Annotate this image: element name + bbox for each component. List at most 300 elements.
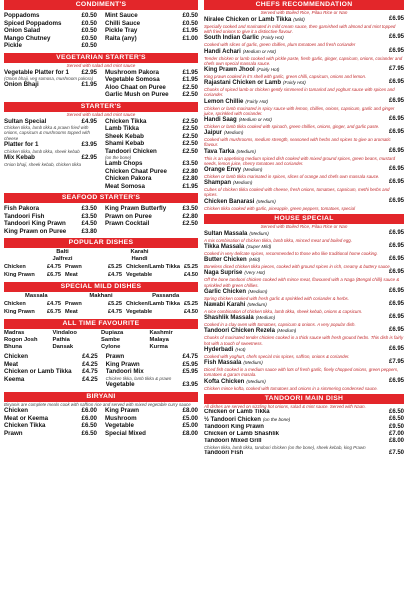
- item-name: King Prawn: [4, 308, 35, 315]
- item-price: £4.75: [82, 368, 98, 376]
- item-name: Mint Sauce: [105, 12, 138, 19]
- item-title: [204, 198, 378, 206]
- item-row: [204, 116, 404, 124]
- dish-name: Handi: [131, 256, 148, 263]
- item-name: Butter Chicken: [204, 257, 247, 264]
- item-name: Meat: [65, 271, 78, 278]
- item-price: £6.95: [388, 179, 404, 186]
- item-price: £5.00: [182, 414, 198, 422]
- item-title: [204, 424, 378, 431]
- item-name: Vegetable: [105, 422, 134, 430]
- item-name: Chicken Chaat Puree: [105, 167, 167, 175]
- item-tag: (Medium): [255, 315, 276, 321]
- dish-name: Pathia: [52, 337, 70, 344]
- item-title: [204, 79, 378, 87]
- item-price: £4.95: [81, 117, 97, 125]
- menu-item: [4, 12, 97, 20]
- item-name: Vegetable: [105, 381, 135, 389]
- price-cell: [126, 272, 198, 280]
- popular-header: POPULAR DISHES: [4, 238, 198, 248]
- item-row: [204, 431, 404, 438]
- menu-item: [204, 301, 404, 314]
- item-tag: (Medium): [249, 230, 269, 236]
- price-cell: [65, 301, 122, 309]
- item-name: Tava Tarka: [204, 148, 235, 155]
- item-title: [204, 269, 378, 277]
- item-price: £6.00: [81, 414, 97, 422]
- item-price: £5.25: [108, 264, 122, 271]
- item-tag: (Very Hot): [244, 270, 266, 276]
- item-name: Chicken Pakora: [105, 175, 152, 183]
- item-price: £0.50: [81, 34, 97, 42]
- dish-name: Madras: [4, 330, 25, 337]
- item-name: Lamb Tikka: [105, 125, 139, 132]
- item-title: [204, 450, 378, 457]
- seafood-header: SEAFOOD STARTER'S: [4, 193, 198, 203]
- item-price: £6.95: [388, 345, 404, 352]
- item-price: £6.95: [388, 287, 404, 294]
- starters-header: STARTER'S: [4, 102, 198, 112]
- menu-item: [204, 438, 404, 450]
- item-tag: (Fairly Hot): [256, 67, 280, 73]
- item-name: Chicken/Lamb Tikka: [126, 301, 180, 308]
- item-name: Meat: [4, 360, 19, 368]
- item-note: Boneless diced chicken tikka pieces, cooked with ground spices in rich, creamy & buttery sauce.: [204, 264, 391, 270]
- item-price: £4.25: [82, 360, 98, 368]
- item-price: £2.50: [182, 91, 198, 98]
- item-name: Vegetable Somosa: [105, 76, 160, 83]
- price-cell: [126, 301, 198, 309]
- item-name: King Prawn on Puree: [4, 227, 67, 235]
- item-price: £1.95: [182, 68, 198, 76]
- item-name: Handi Saag: [204, 117, 237, 124]
- menu-item: [204, 48, 404, 66]
- menu-item: [4, 376, 98, 384]
- item-note: Cooked in very delicate spices, recommended to those who like traditional home cooking.: [204, 251, 378, 257]
- item-name: Onion Salad: [4, 27, 41, 34]
- item-name: Special Mixed: [105, 429, 146, 437]
- item-price: £6.50: [81, 422, 97, 430]
- dish-name: Vindaloo: [52, 330, 77, 337]
- price-cell: [126, 264, 198, 272]
- item-price: £6.95: [388, 229, 404, 236]
- menu-item: [105, 422, 198, 430]
- menu-item: [105, 91, 198, 99]
- item-price: £2.80: [182, 212, 198, 220]
- item-note: Chicken or lamb marinated in spicy sauce with lemon, chillies, onions, capsicum, garlic and ginger juice, sprinkled with coriander.: [204, 105, 395, 116]
- item-name: Prawn: [4, 429, 23, 437]
- menu-item: [105, 118, 198, 126]
- item-note: Cubes of chicken tikka cooked with cheese, fresh onions, tomatoes, capsicum, methi herbs and spices.: [204, 187, 390, 198]
- price-cell: [4, 272, 61, 280]
- item-row: [204, 409, 404, 416]
- menu-item: [105, 76, 198, 84]
- item-row: [204, 450, 404, 457]
- item-tag: (Medium): [243, 360, 263, 366]
- tandoori-header: TANDOORI MAIN DISH: [204, 394, 404, 404]
- item-price: £6.50: [81, 429, 97, 437]
- item-price: £2.95: [81, 68, 97, 76]
- item-price: £0.50: [182, 19, 198, 27]
- item-row: [204, 416, 404, 424]
- item-price: £2.50: [182, 117, 198, 125]
- item-row: [204, 166, 404, 174]
- item-name: Nawabi Karahi: [204, 302, 246, 309]
- item-row: [204, 98, 404, 106]
- menu-item: [204, 66, 404, 79]
- menu-item: [204, 359, 404, 377]
- item-price: £4.75: [47, 301, 61, 308]
- chefs-list: [204, 16, 404, 211]
- item-name: Chicken Banarasi: [204, 198, 255, 205]
- item-name: Vegetable: [126, 271, 153, 278]
- item-note: Chicken or lamb tikka cooked with spinach, green chillies, onions, ginger, and garlic paste.: [204, 124, 380, 130]
- item-name: Chicken: [4, 407, 29, 415]
- menu-item: [4, 20, 97, 28]
- item-title: [204, 431, 378, 438]
- item-note: Cooked with mushrooms, medium strength, seasoned with herbs and spices to give an aromatic flavour.: [204, 137, 391, 148]
- item-name: King Prawn Butterfly: [105, 205, 167, 213]
- veg-starters-list: [4, 69, 198, 99]
- menu-item: [204, 288, 404, 301]
- house-subtitle: Served with Boiled Rice, Pilau Rice or Nan: [260, 223, 348, 229]
- item-note: Chunks of marinated tender chicken cooked in a thick sauce with fresh ground herbs. This dish is fairly hot with a touch of sweetness.: [204, 335, 404, 346]
- chefs-subtitle: Served with Boiled Rice, Pilau Rice or Nan: [260, 10, 348, 15]
- menu-item: [4, 141, 97, 149]
- item-title: [204, 230, 378, 238]
- menu-item: [105, 35, 198, 43]
- item-name: Sheek Kebab: [105, 132, 144, 140]
- biryani-list: [4, 407, 198, 437]
- item-row: [204, 346, 404, 354]
- menu-item: [105, 140, 198, 148]
- price-cell: [4, 301, 61, 309]
- item-tag: (Medium): [246, 378, 266, 384]
- item-row: [204, 269, 404, 277]
- item-title: [204, 416, 378, 424]
- item-name: Handi Achari: [204, 48, 241, 55]
- item-name: Kofta Chicken: [204, 378, 245, 385]
- item-price: £2.50: [182, 132, 198, 140]
- item-note: Off the bone tandoori chicken cooked with mince meat, flavoured with a Naga (Bengal chilli) sauce & sprinkled with green chillies.: [204, 277, 400, 288]
- menu-item: [204, 34, 404, 47]
- item-price: £6.95: [388, 16, 404, 22]
- item-price: £2.50: [182, 83, 198, 91]
- item-price: £6.95: [388, 147, 404, 154]
- veg-starters-header: VEGETARIAN STARTER'S: [4, 53, 198, 63]
- menu-item: [4, 69, 97, 77]
- item-price: £6.95: [388, 116, 404, 123]
- item-title: [204, 288, 378, 296]
- item-name: Niralee Chicken or Lamb Tikka: [204, 17, 292, 23]
- item-name: Vegetable Platter for 1: [4, 68, 69, 76]
- item-name: Pickle: [4, 42, 22, 49]
- favourite-dishes: [4, 330, 198, 351]
- item-name: ½ Tandoori Chicken: [204, 416, 261, 423]
- item-name: Sultan Massala: [204, 230, 248, 237]
- item-row: [204, 424, 404, 431]
- item-name: Mushroom: [105, 414, 137, 422]
- menu-item: [204, 416, 404, 424]
- menu-item: [106, 381, 198, 389]
- menu-item: [204, 243, 404, 256]
- item-note: Chicken tikka, lamb tikka & prawn: [105, 375, 172, 381]
- item-tag: (Medium or Hot): [242, 48, 276, 54]
- chefs-header: CHEFS RECOMMENDATION: [204, 0, 404, 10]
- item-price: £6.95: [388, 166, 404, 173]
- house-list: [204, 230, 404, 391]
- item-name: Vegetable: [126, 308, 153, 315]
- tandoori-subtitle: All dishes are served on sizzling hot onions, salad & mint sauce. Served with Naan.: [204, 403, 366, 409]
- price-cell: [4, 309, 61, 317]
- item-price: £4.25: [82, 353, 98, 361]
- item-name: Shampan: [204, 180, 232, 187]
- item-name: Prawn on Puree: [105, 212, 152, 220]
- item-note: Chicken mince kofta, cooked with tomatoes and onions in a simmering condensed sauce.: [204, 385, 378, 391]
- item-name: Chicken/Lamb Tikka: [126, 264, 180, 271]
- item-note: Spring chicken cooked with fresh garlic & sprinkled with coriander & herbs.: [204, 295, 349, 301]
- item-tag: (on the bone): [262, 416, 291, 422]
- menu-item: [4, 213, 97, 221]
- menu-item: [105, 220, 198, 228]
- item-price: £8.00: [388, 437, 404, 444]
- menu-item: [105, 407, 198, 415]
- item-name: Tandoori Chicken Rezela: [204, 328, 275, 335]
- dish-name: Cylone: [101, 344, 121, 351]
- item-price: £4.25: [82, 375, 98, 383]
- item-price: £1.95: [182, 76, 198, 83]
- item-name: Chicken or Lamb Tikka: [204, 408, 270, 415]
- item-row: [204, 256, 404, 264]
- item-price: £4.75: [108, 271, 122, 278]
- menu-item: [204, 230, 404, 243]
- item-name: Fish Massala: [204, 360, 242, 367]
- item-note: Tender chicken or lamb cooked with pickle paste, fresh garlic, ginger, capsicum, onions, coriander and chefs own special massala sauce.: [204, 55, 403, 66]
- item-name: King Prawn: [4, 271, 35, 278]
- biryani-header: BIRYANI: [4, 392, 198, 402]
- item-price: £3.50: [81, 212, 97, 220]
- item-name: Poppadoms: [4, 12, 40, 19]
- condiments-header: CONDIMENT'S: [4, 0, 198, 10]
- item-note: Cooked with slices of garlic, green chillies, plum tomatoes and fresh coriander: [204, 42, 356, 48]
- dish-name: Makhani: [89, 293, 113, 300]
- item-note: (Onion bhaji, veg somosa, mushroom pakora): [4, 76, 94, 81]
- item-price: £4.50: [184, 308, 198, 315]
- item-name: King Prawn: [105, 407, 140, 415]
- menu-item: [105, 69, 198, 77]
- menu-item: [105, 20, 198, 28]
- item-name: Chicken: [4, 264, 26, 271]
- item-price: £6.75: [47, 271, 61, 278]
- condiments-list: [4, 12, 198, 50]
- menu-item: [105, 175, 198, 183]
- item-price: £6.95: [388, 314, 404, 321]
- dish-name: Rogon Josh: [4, 337, 38, 344]
- item-tag: (Medium): [233, 180, 253, 186]
- item-price: £3.80: [81, 227, 97, 235]
- item-name: Chicken or Lamb Tikka: [4, 368, 72, 376]
- menu-item: [4, 430, 97, 438]
- menu-item: [204, 424, 404, 431]
- item-name: Naga Suprise: [204, 270, 243, 277]
- menu-item: [105, 27, 198, 35]
- item-price: £5.25: [184, 264, 198, 271]
- item-title: [204, 16, 378, 24]
- item-row: [204, 438, 404, 445]
- item-note: Chicken tikka cooked with garlic, pineapple, green peppers, tomatoes, special: [204, 205, 356, 211]
- item-name: Garlic Chicken: [204, 288, 247, 295]
- item-name: Mushroom Pakora: [105, 68, 159, 76]
- item-price: £2.95: [81, 154, 97, 162]
- item-name: Prawn: [65, 264, 82, 271]
- item-price: £5.95: [182, 360, 198, 368]
- item-row: [204, 314, 404, 322]
- menu-item: [204, 179, 404, 197]
- item-name: Chilli Sauce: [105, 19, 141, 27]
- item-title: [204, 359, 378, 367]
- item-name: Rajastani Chicken or Lamb: [204, 80, 282, 87]
- item-price: £6.00: [81, 407, 97, 415]
- item-note: Onion bhaji, sheek kebab, chicken tikka: [4, 161, 82, 167]
- item-name: Tandoori Chicken: [105, 147, 157, 155]
- house-header: HOUSE SPECIAL: [204, 214, 404, 224]
- item-price: £0.50: [81, 19, 97, 27]
- mild-header: SPECIAL MILD DISHES: [4, 282, 198, 292]
- item-price: £8.00: [182, 429, 198, 437]
- menu-item: [4, 228, 97, 236]
- item-price: £7.95: [388, 66, 404, 73]
- dish-name: Kurma: [149, 344, 168, 351]
- item-name: Orange Envy: [204, 167, 242, 174]
- item-note: King prawn cooked in it's shell with garlic, green chilli, capsicum, onions and lemon.: [204, 74, 367, 80]
- item-row: [204, 34, 404, 42]
- item-note: Chunks of spiced lamb or chicken gently simmered in tamarind and yoghurt sauce with spices and coriander.: [204, 87, 395, 98]
- menu-item: [106, 353, 198, 361]
- item-title: [204, 166, 378, 174]
- item-price: £0.50: [81, 42, 97, 49]
- menu-item: [4, 118, 97, 126]
- item-price: £2.50: [182, 220, 198, 228]
- item-price: £5.25: [108, 301, 122, 308]
- menu-item: [106, 368, 198, 376]
- menu-item: [4, 415, 97, 423]
- seafood-list: [4, 205, 198, 235]
- item-name: Lemon Chillie: [204, 98, 244, 105]
- menu-item: [204, 116, 404, 129]
- menu-item: [4, 353, 98, 361]
- menu-item: [105, 125, 198, 133]
- item-price: £4.75: [182, 353, 198, 361]
- item-title: [204, 148, 378, 156]
- item-tag: (Medium): [224, 130, 244, 136]
- menu-item: [4, 42, 97, 50]
- item-tag: (Fairly Hot): [261, 35, 284, 41]
- item-title: [204, 256, 378, 264]
- item-note: Diced fish cooked in a medium sauce with lots of fresh garlic, finely chopped onions, green peppers, tomatoes & garam masala.: [204, 367, 399, 378]
- popular-dishes: [24, 249, 178, 263]
- item-title: [204, 243, 378, 251]
- menu-item: [204, 269, 404, 287]
- item-name: Chicken Tikka: [4, 422, 46, 430]
- menu-item: [204, 327, 404, 345]
- menu-item: [4, 35, 97, 43]
- item-title: [204, 179, 378, 187]
- item-title: [204, 116, 378, 124]
- item-name: Shashlik Massala: [204, 315, 254, 322]
- item-price: £1.95: [81, 81, 97, 89]
- item-price: £2.50: [182, 125, 198, 132]
- item-price: £2.80: [182, 167, 198, 175]
- menu-item: [105, 213, 198, 221]
- item-price: £1.95: [182, 182, 198, 190]
- item-name: Platter for 1: [4, 141, 39, 149]
- item-price: £7.95: [388, 359, 404, 366]
- price-cell: [65, 309, 122, 317]
- item-row: [204, 198, 404, 206]
- item-price: £7.50: [388, 450, 404, 457]
- menu-item: [4, 368, 98, 376]
- menu-item: [204, 346, 404, 359]
- item-price: £5.95: [182, 368, 198, 376]
- item-tag: (Medium): [256, 198, 276, 204]
- menu-item: [4, 27, 97, 35]
- menu-item: [204, 198, 404, 211]
- tandoori-list: [204, 409, 404, 457]
- item-name: Shami Kebab: [105, 140, 145, 147]
- menu-item: [4, 205, 97, 213]
- item-title: [204, 378, 378, 386]
- item-name: Chicken or Lamb Shashlik: [204, 430, 280, 437]
- item-price: £6.95: [388, 301, 404, 308]
- item-name: Meat Somosa: [105, 182, 145, 190]
- biryani-subtitle: Biryanis are complete meals cook with saffron rice and served with mixed vegetable curry sauce: [4, 401, 191, 407]
- menu-item: [105, 430, 198, 438]
- item-name: South Indian Garlic: [204, 35, 260, 42]
- menu-item: [204, 450, 404, 457]
- item-price: £2.80: [182, 175, 198, 183]
- item-title: [204, 314, 378, 322]
- item-row: [204, 243, 404, 251]
- item-price: £5.00: [182, 422, 198, 430]
- item-price: £2.50: [182, 140, 198, 147]
- favourite-list: [4, 353, 198, 388]
- item-row: [204, 48, 404, 56]
- item-tag: (Medium): [276, 328, 297, 334]
- starters-subtitle: Served with salad and mint sauce: [66, 111, 136, 117]
- item-price: £0.50: [81, 12, 97, 19]
- menu-item: [106, 361, 198, 369]
- item-tag: (Hot): [235, 346, 246, 352]
- item-price: £2.50: [182, 147, 198, 155]
- item-title: [204, 346, 378, 354]
- item-name: Tandoori King Prawn: [4, 220, 66, 228]
- left-column: [4, 0, 198, 437]
- price-cell: [4, 264, 61, 272]
- menu-item: [105, 168, 198, 176]
- item-price: £3.50: [81, 205, 97, 213]
- item-name: Raita (any): [105, 34, 137, 42]
- menu-item: [4, 220, 97, 228]
- item-title: [204, 66, 378, 74]
- item-name: Onion Bhaji: [4, 81, 39, 89]
- item-name: Tandoori Fish: [204, 450, 244, 457]
- item-price: £3.95: [182, 381, 198, 389]
- item-price: £6.95: [388, 197, 404, 204]
- item-tag: (Super Mild): [246, 244, 272, 250]
- menu-item: [4, 81, 97, 89]
- item-price: £6.95: [388, 34, 404, 41]
- menu-item: [204, 148, 404, 166]
